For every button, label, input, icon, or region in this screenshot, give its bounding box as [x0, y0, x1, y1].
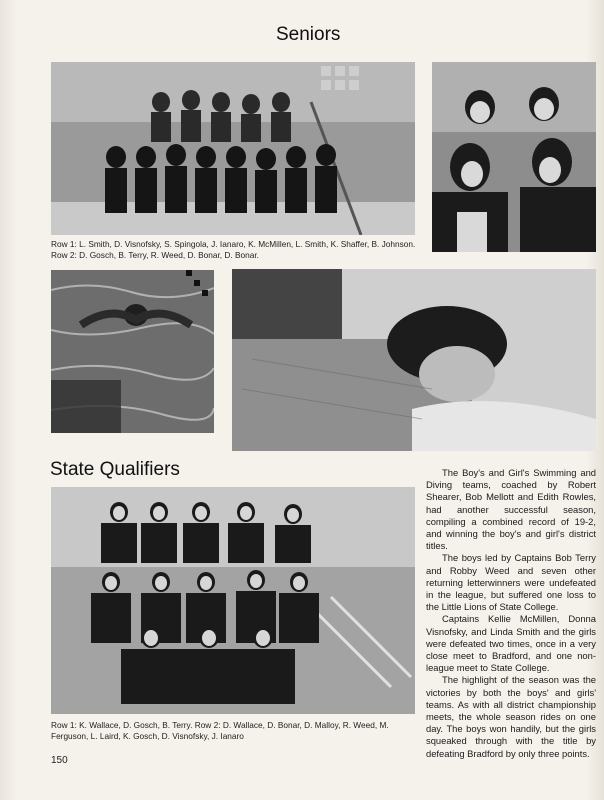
seniors-photo-caption: Row 1: L. Smith, D. Visnofsky, S. Spingola, J. Ianaro, K. McMillen, L. Smith, K. Shaffer, B. Johnson. Row 2: D. Gosch, B. Terry, R. Weed, D. Bonar, D. Bonar. — [51, 239, 416, 260]
seniors-heading: Seniors — [276, 24, 341, 45]
page-number: 150 — [51, 755, 68, 766]
season-summary-article — [426, 467, 596, 760]
article-paragraph: The boys led by Captains Bob Terry and Robby Weed and seven other returning letterwinners were undefeated in the league, but suffered one loss to the Little Lions of State College. — [426, 552, 596, 613]
article-paragraph: The highlight of the season was the victories by both the boys' and girls' teams. As with all district championship meets, the whole season rides on one day. The boys won handily, but the girls squeaked through with the title by defeating Bradford by only three points. — [426, 674, 596, 759]
state-qualifiers-team-photo — [51, 487, 415, 714]
seniors-group-photo — [51, 62, 415, 235]
article-paragraph: Captains Kellie McMillen, Donna Visnofsky, and Linda Smith and the girls were defeated two times, once in a very close meet to Bradford, and one non-league meet to State College. — [426, 613, 596, 674]
butterfly-swimmer-photo — [51, 270, 214, 433]
seniors-couples-photo — [432, 62, 596, 252]
article-paragraph: The Boy's and Girl's Swimming and Diving teams, coached by Robert Shearer, Bob Mellott and Edith Rowles, had another successful season, compiling a combined record of 19-2, and winning the boy's and girl's district titles. — [426, 467, 596, 552]
state-qualifiers-photo-caption: Row 1: K. Wallace, D. Gosch, B. Terry. Row 2: D. Wallace, D. Bonar, D. Malloy, R. Weed, M. Ferguson, L. Laird, K. Gosch, D. Visnofsky, J. Ianaro — [51, 720, 389, 741]
state-qualifiers-heading: State Qualifiers — [50, 459, 180, 480]
resting-swimmer-photo — [232, 269, 596, 451]
